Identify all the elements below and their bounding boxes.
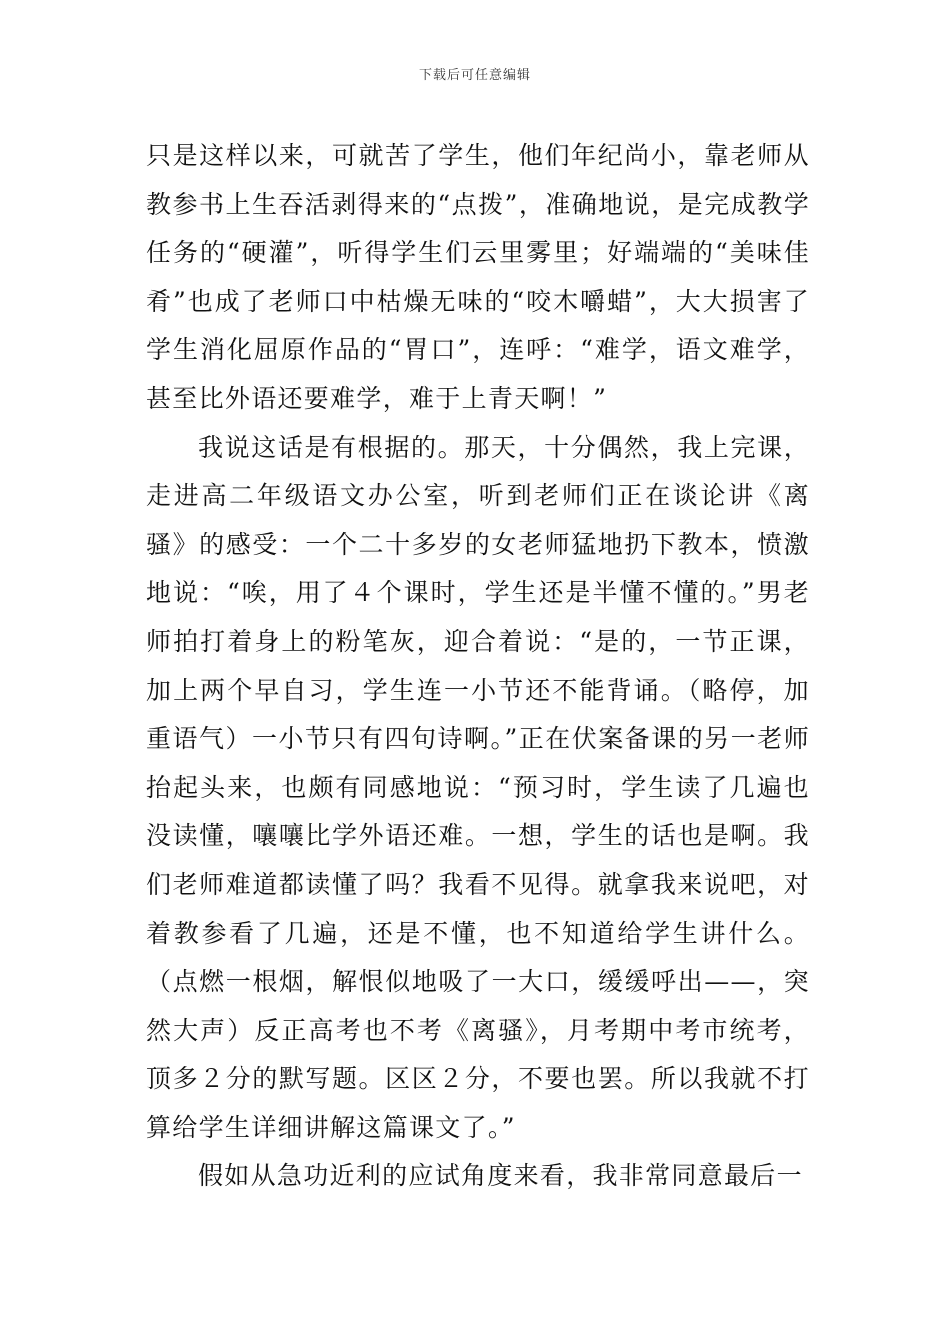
paragraph: 假如从急功近利的应试角度来看，我非常同意最后一 — [198, 1161, 803, 1191]
paragraph: 我说这话是有根据的。那天，十分偶然，我上完课，走进高二年级语文办公室，听到老师们正在谈论讲《离骚》的感受：一个二十多岁的女老师猛地扔下教本，愤激地说：“唉，用了４个课时，学生还是半懂不懂的。”男老师拍打着身上的粉笔灰，迎合着说：“是的，一节正课，加上两个早自习，学生连一小节还不能背诵。（略停，加重语气）一小节只有四句诗啊。”正在伏案备课的另一老师抬起头来，也颇有同感地说：“预习时，学生读了几遍也没读懂，嚷嚷比学外语还难。一想，学生的话也是啊。我们老师难道都读懂了吗？我看不见得。就拿我来说吧，对着教参看了几遍，还是不懂，也不知道给学生讲什么。（点燃一根烟，解恨似地吸了一大口，缓缓呼出——，突然大声）反正高考也不考《离骚》，月考期中考市统考，顶多２分的默写题。区区２分，不要也罢。所以我就不打算给学生详细讲解这篇课文了。” — [146, 432, 810, 1142]
document-body — [146, 132, 810, 1201]
paragraph-continued: 只是这样以来，可就苦了学生，他们年纪尚小，靠老师从教参书上生吞活剥得来的“点拨”，准确地说，是完成教学任务的“硬灌”，听得学生们云里雾里；好端端的“美味佳肴”也成了老师口中枯燥无味的“咬木嚼蜡”，大大损害了学生消化屈原作品的“胃口”，连呼：“难学，语文难学，甚至比外语还要难学，难于上青天啊！” — [146, 141, 810, 413]
page-header: 下载后可任意编辑 — [418, 68, 531, 83]
